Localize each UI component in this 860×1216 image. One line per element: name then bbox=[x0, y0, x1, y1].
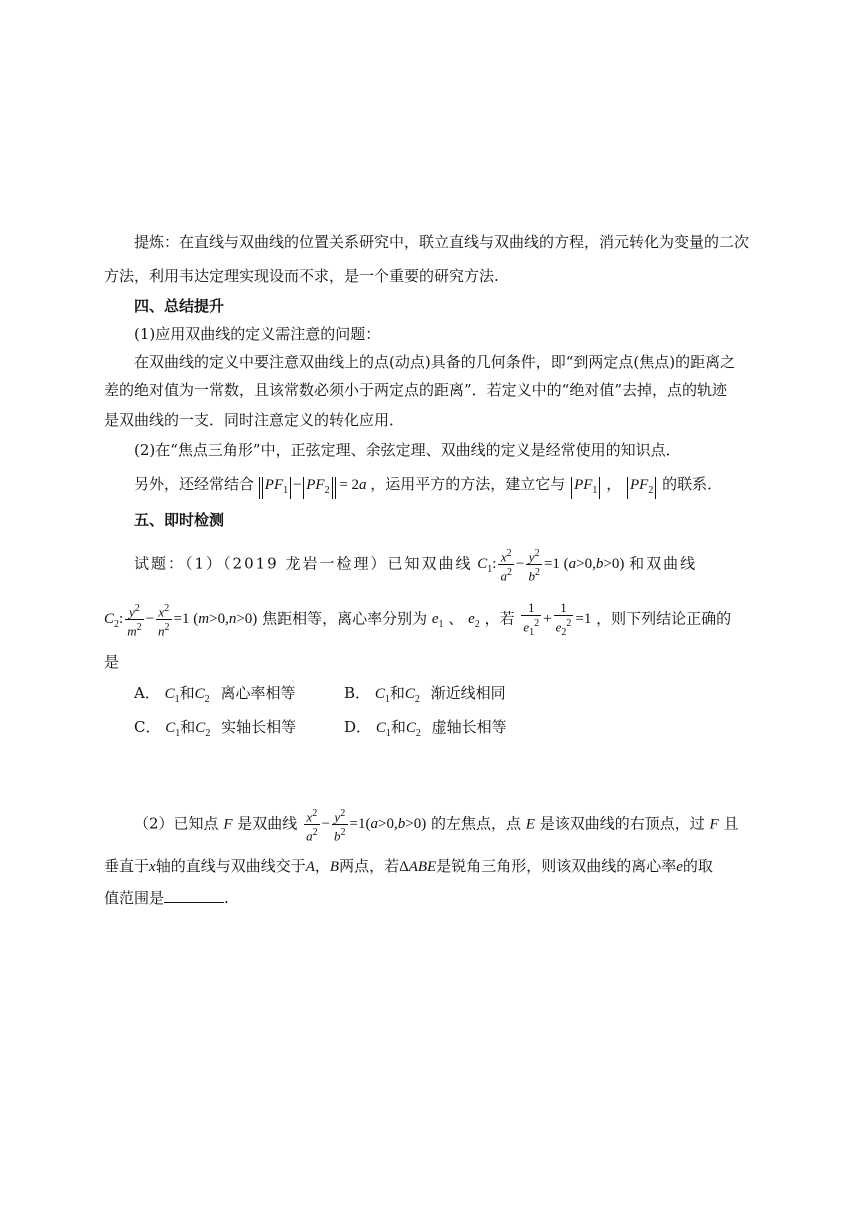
question-2-line-1: （2）已知点 F 是双曲线 $\frac{x^2}{a^2}$ − $\frac{y^2}{b^2}$ =1(a>0,b>0) 的左焦点，点 E 是该双曲线的右顶点，过 F 且 bbox=[134, 808, 739, 844]
formula-abs-diff: $PF_1 - PF_2 = 2a$ bbox=[259, 477, 371, 493]
section-5-heading: 五、即时检测 bbox=[134, 511, 225, 529]
section-4-heading: 四、总结提升 bbox=[134, 297, 225, 315]
formula-pf2: $PF_2$ bbox=[626, 477, 657, 493]
question-1-line-3: 是 bbox=[104, 653, 120, 671]
summary-line-2: 方法，利用韦达定理实现设而不求，是一个重要的研究方法. bbox=[104, 267, 499, 285]
section-4-item-1-line-2: 差的绝对值为一常数，且该常数必须小于两定点的距离”．若定义中的“绝对值”去掉，点的轨迹 bbox=[104, 381, 728, 399]
formula-c1: $C_1$: $\frac{x^2}{a^2}$ − $\frac{y^2}{b^2}$ =1 (a>0,b>0) bbox=[477, 548, 625, 584]
section-4-item-1-line-3: 是双曲线的一支．同时注意定义的转化应用． bbox=[104, 411, 405, 429]
formula-pf1: $PF_1$ bbox=[570, 477, 601, 493]
question-2-line-3: 值范围是 . bbox=[104, 889, 229, 907]
option-a[interactable]: A． $C_1$和$C_2$ 离心率相等 bbox=[134, 684, 296, 705]
question-2-line-2: 垂直于x轴的直线与双曲线交于A，B两点，若ΔABE是锐角三角形，则该双曲线的离心率e的取 bbox=[104, 857, 713, 875]
formula-eccentricity-sum: $\frac{1}{e_1^2}$ + $\frac{1}{e_2^2}$ =1 bbox=[523, 600, 592, 638]
option-c[interactable]: C． $C_1$和$C_2$ 实轴长相等 bbox=[134, 718, 297, 739]
e1-symbol: $e_1$ bbox=[431, 611, 444, 631]
e2-symbol: $e_2$ bbox=[468, 611, 480, 631]
section-4-item-3: 另外，还经常结合 $PF_1 - PF_2 = 2a$ ，运用平方的方法，建立它与 $PF_1$ ， $PF_2$ 的联系． bbox=[134, 470, 786, 500]
formula-c2: $C_2$: $\frac{y^2}{m^2}$ − $\frac{x^2}{n^2}$ =1 (m>0,n>0) bbox=[104, 603, 258, 639]
section-4-item-1-title: (1)应用双曲线的定义需注意的问题： bbox=[134, 325, 381, 343]
section-4-item-2: (2)在“焦点三角形”中，正弦定理、余弦定理、双曲线的定义是经常使用的知识点． bbox=[134, 441, 681, 459]
section-4-item-1-line-1: 在双曲线的定义中要注意双曲线上的点(动点)具备的几何条件，即“到两定点(焦点)的距离之 bbox=[134, 353, 736, 371]
option-b[interactable]: B． $C_1$和$C_2$ 渐近线相同 bbox=[344, 684, 506, 705]
formula-hyperbola: $\frac{x^2}{a^2}$ − $\frac{y^2}{b^2}$ =1(a>0,b>0) bbox=[306, 808, 427, 844]
question-1-line-2: $C_2$: $\frac{y^2}{m^2}$ − $\frac{x^2}{n^2}$ =1 (m>0,n>0) 焦距相等，离心率分别为 $e_1$ 、 $e_2$ ，若 $\frac{1}{e_1^2}$ + $\frac{1}{e_2^2}$ =1 ，则下列结论正确的 bbox=[104, 600, 732, 639]
answer-blank[interactable] bbox=[164, 887, 224, 903]
option-d[interactable]: D． $C_1$和$C_2$ 虚轴长相等 bbox=[344, 718, 507, 739]
summary-line-1: 提炼：在直线与双曲线的位置关系研究中，联立直线与双曲线的方程，消元转化为变量的二次 bbox=[134, 233, 750, 251]
question-1-line-1: 试题：（1）（2019 龙岩一检理）已知双曲线 $C_1$: $\frac{x^2}{a^2}$ − $\frac{y^2}{b^2}$ =1 (a>0,b>0) 和双曲线 bbox=[134, 548, 698, 584]
